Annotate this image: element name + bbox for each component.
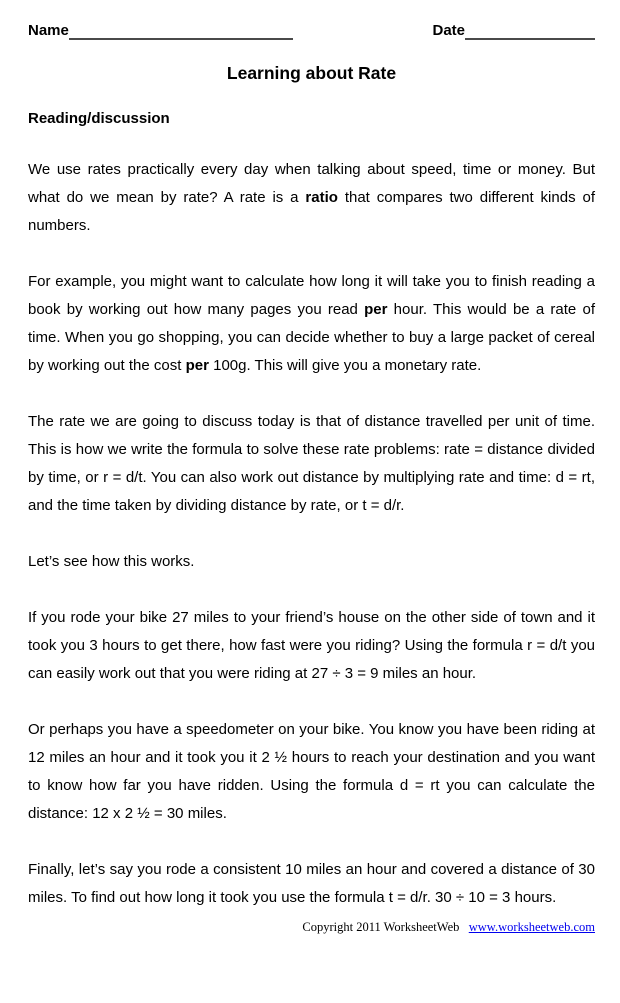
text-run: 100g. This will give you a monetary rate.: [208, 357, 482, 374]
name-field: [28, 22, 293, 40]
paragraph: [28, 548, 595, 576]
paragraph: [28, 408, 595, 520]
date-fill-line: [465, 22, 595, 40]
name-fill-line: [69, 22, 293, 40]
copyright-text: Copyright 2011 WorksheetWeb: [302, 920, 460, 934]
section-heading: Reading/discussion: [28, 110, 170, 127]
header: [28, 22, 595, 40]
footer-spacer: [463, 920, 466, 934]
bold-text-run: per: [364, 301, 388, 318]
paragraph: [28, 156, 595, 240]
text-run: that compares two different kinds of numbers.: [28, 189, 595, 234]
text-run: If you rode your bike 27 miles to your friend’s house on the other side of town and it took you 3 hours to get there, how fast were you riding? Using the formula r = d/t you can easily work out that you were riding at 27 ÷ 3 = 9 miles an hour.: [28, 609, 595, 682]
text-run: Or perhaps you have a speedometer on your bike. You know you have been riding at 12 miles an hour and it took you it 2 ½ hours to reach your destination and you want to know how far you have ridden. Using the formula d = rt you can calculate the distance: 12 x 2 ½ = 30 miles.: [28, 721, 595, 822]
name-label: Name: [28, 22, 69, 39]
bold-text-run: ratio: [305, 189, 338, 206]
text-run: hour. This would be a rate of time. When you go shopping, you can decide whether to buy a large packet of cereal by working out the cost: [28, 301, 595, 374]
body-paragraphs: [28, 156, 595, 912]
text-run: Let’s see how this works.: [28, 553, 195, 570]
text-run: Finally, let’s say you rode a consistent 10 miles an hour and covered a distance of 30 miles. To find out how long it took you use the formula t = d/r. 30 ÷ 10 = 3 hours.: [28, 861, 595, 906]
footer: [28, 919, 595, 935]
paragraph: [28, 268, 595, 380]
bold-text-run: per: [185, 357, 209, 374]
paragraph: [28, 604, 595, 688]
paragraph: [28, 716, 595, 828]
website-link[interactable]: www.worksheetweb.com: [468, 920, 595, 934]
date-field: [432, 22, 595, 40]
page-title: Learning about Rate: [226, 63, 397, 83]
paragraph: [28, 856, 595, 912]
text-run: For example, you might want to calculate how long it will take you to finish reading a book by working out how many pages you read: [28, 273, 595, 318]
text-run: We use rates practically every day when talking about speed, time or money. But what do we mean by rate? A rate is a: [28, 161, 595, 206]
date-label: Date: [432, 22, 465, 39]
text-run: The rate we are going to discuss today is that of distance travelled per unit of time. This is how we write the formula to solve these rate problems: rate = distance divided by time, or r = d/t. You can also work out distance by multiplying rate and time: d = rt, and the time taken by dividing distance by rate, or t = d/r.: [28, 413, 595, 514]
